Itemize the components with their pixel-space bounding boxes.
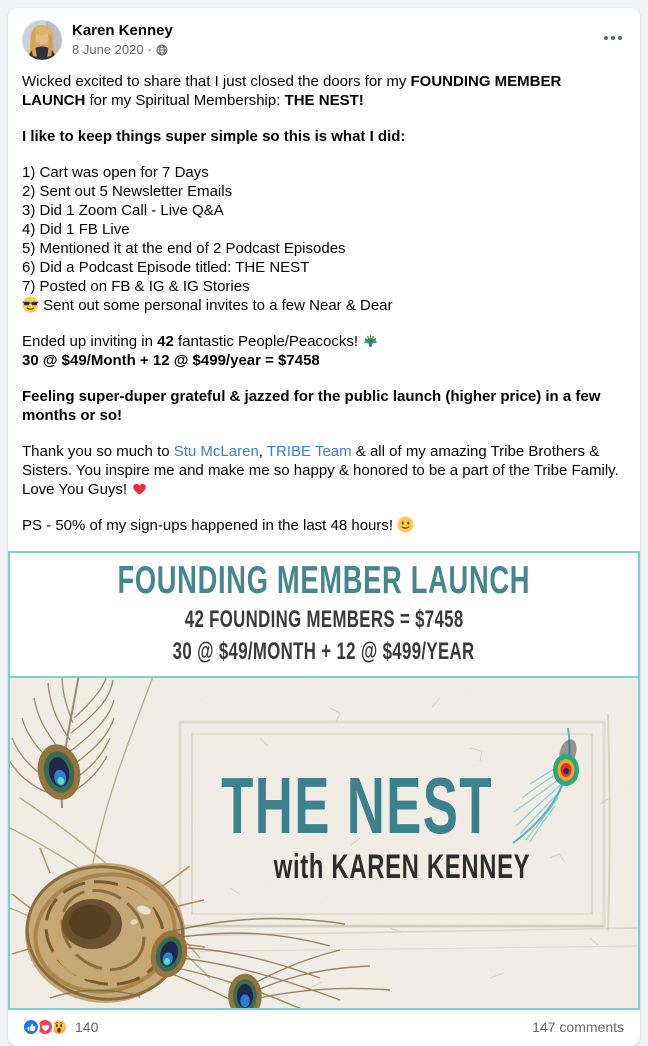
author-name[interactable]: Karen Kenney [72, 22, 173, 39]
sunglasses-face-emoji [22, 296, 39, 313]
post-footer [8, 1010, 640, 1046]
link-stu-mclaren[interactable]: Stu McLaren [173, 443, 259, 460]
intro-text2: for my Spiritual Membership: [85, 92, 285, 109]
photo-subtitle: with KAREN KENNEY [273, 848, 531, 886]
reactions-summary[interactable] [22, 1018, 68, 1036]
banner-line-1: 42 FOUNDING MEMBERS = $7458 [184, 606, 464, 633]
ellipsis-icon [604, 36, 608, 40]
ps-paragraph [22, 516, 626, 535]
avatar[interactable] [22, 20, 62, 60]
intro-text: Wicked excited to share that I just closed the doors for my [22, 73, 411, 90]
link-tribe-team[interactable]: TRIBE Team [266, 443, 352, 460]
banner-title: FOUNDING MEMBER LAUNCH [117, 559, 531, 602]
image-banner [10, 553, 638, 678]
grateful-text: Feeling super-duper grateful & jazzed for the public launch (higher price) in a few months or so! [22, 388, 601, 424]
post-text [8, 64, 640, 535]
photo-title: THE NEST [221, 761, 493, 850]
thanks-text2: & all of my amazing Tribe Brothers & Sisters. You inspire me and make me so happy & honored to be a part of the Tribe Family. Love You Guys! [22, 443, 619, 498]
like-icon [22, 1018, 40, 1036]
ellipsis-icon [611, 36, 615, 40]
post-menu-button[interactable] [602, 30, 624, 46]
dot-separator: · [147, 42, 152, 57]
math-text: 30 @ $49/Month + 12 @ $499/year = $7458 [22, 352, 320, 369]
list-item: 3) Did 1 Zoom Call - Live Q&A [22, 202, 224, 219]
ps-text: PS - 50% of my sign-ups happened in the last 48 hours! [22, 517, 398, 534]
comments-count[interactable]: 147 comments [532, 1019, 624, 1035]
list-item: 6) Did a Podcast Episode titled: THE NEST [22, 259, 310, 276]
ellipsis-icon [618, 36, 622, 40]
thanks-text: Thank you so much to [22, 443, 174, 460]
photo-subtitle-wrap [219, 850, 585, 884]
result-block [22, 332, 626, 370]
simple-paragraph [22, 127, 626, 146]
post-image[interactable] [8, 551, 640, 1010]
result-line [22, 332, 626, 351]
banner-line-2: 30 @ $49/MONTH + 12 @ $499/YEAR [173, 638, 475, 665]
photo-title-wrap [151, 761, 563, 850]
intro-paragraph [22, 72, 626, 110]
intro-bold-nest: THE NEST! [284, 92, 364, 109]
globe-icon [156, 44, 168, 56]
list-item: 2) Sent out 5 Newsletter Emails [22, 183, 233, 200]
list-item: 1) Cart was open for 7 Days [22, 164, 209, 181]
grateful-paragraph [22, 387, 626, 425]
thanks-comma: , [258, 443, 267, 460]
reaction-count[interactable]: 140 [75, 1019, 99, 1035]
facebook-post-card [8, 8, 640, 1046]
list-item-invites [22, 296, 626, 315]
post-date: 8 June 2020 [72, 42, 144, 57]
simple-text: I like to keep things super simple so this is what I did: [22, 128, 406, 145]
list-item: 4) Did 1 FB Live [22, 221, 130, 238]
result-text2: fantastic People/Peacocks! [173, 333, 363, 350]
result-text: Ended up inviting in [22, 333, 158, 350]
intro-bold-launch: FOUNDING MEMBER LAUNCH [22, 73, 562, 109]
steps-list [22, 163, 626, 315]
invites-text: Sent out some personal invites to a few Near & Dear [39, 297, 393, 314]
nest-photo [10, 678, 638, 1008]
red-heart-emoji [131, 480, 148, 497]
list-item: 7) Posted on FB & IG & IG Stories [22, 278, 250, 295]
post-header [8, 8, 640, 64]
post-timestamp[interactable] [72, 41, 173, 58]
avatar-photo [22, 20, 62, 60]
list-item: 5) Mentioned it at the end of 2 Podcast Episodes [22, 240, 346, 257]
thanks-paragraph [22, 442, 626, 499]
math-line [22, 351, 626, 370]
slightly-smiling-face-emoji [397, 516, 414, 533]
result-count: 42 [157, 333, 174, 350]
peacock-emoji [362, 332, 379, 349]
header-meta [72, 20, 173, 58]
